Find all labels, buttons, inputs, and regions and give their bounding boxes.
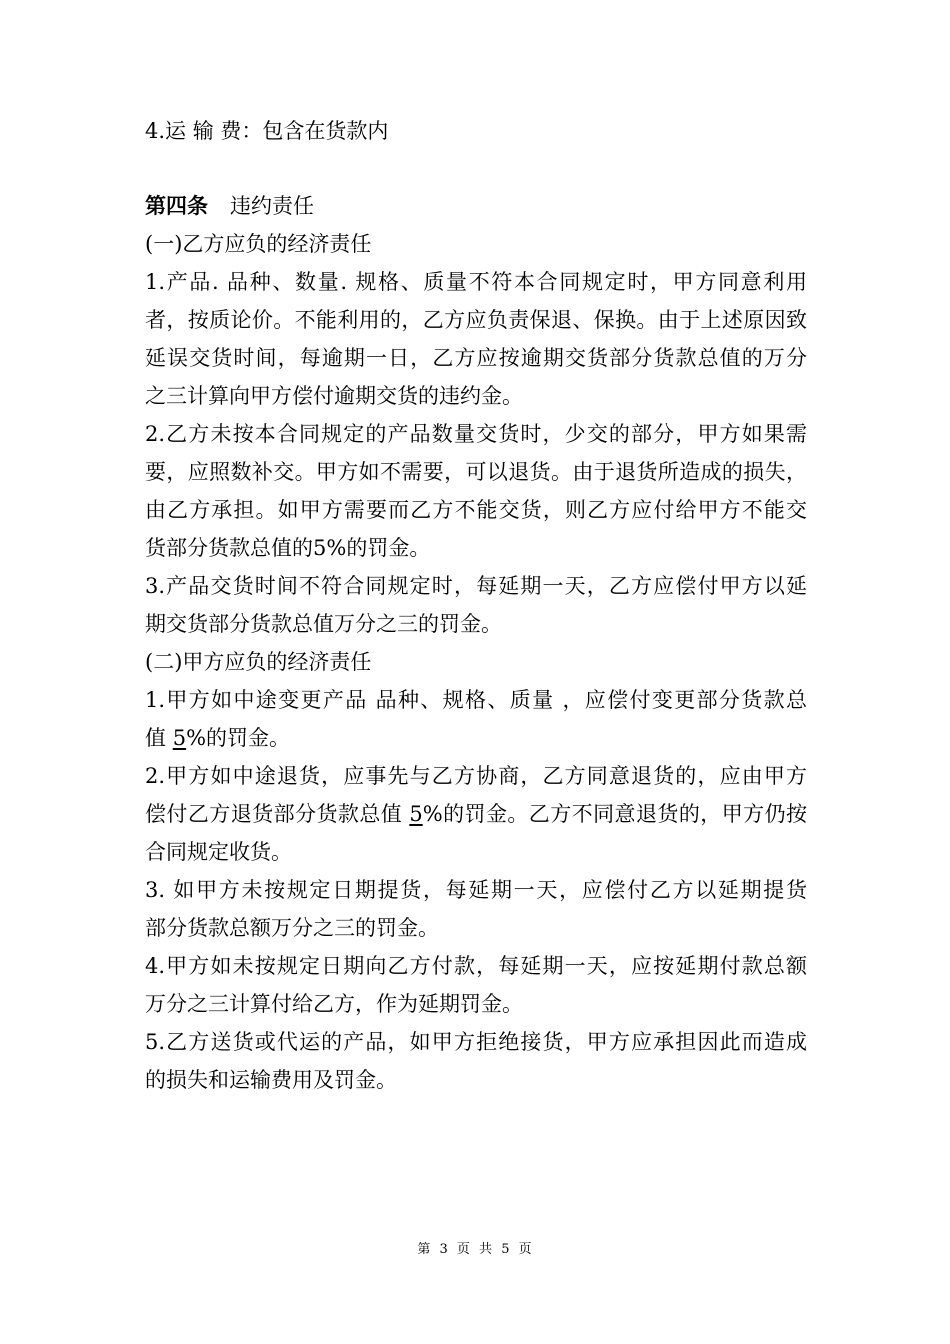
text-segment: %的罚金。乙方不同意退货的，甲方仍按 xyxy=(422,802,807,826)
text-segment: 偿付乙方退货部分货款总值 xyxy=(145,802,410,826)
section-title: 违约责任 xyxy=(230,194,314,218)
clause-paragraph xyxy=(145,947,807,1023)
transport-fee-item: 4.运 输 费：包含在货款内 xyxy=(145,119,389,143)
text-segment: 值 xyxy=(145,726,173,750)
text-line: 2.乙方未按本合同规定的产品数量交货时，少交的部分，甲方如果需 xyxy=(145,422,807,446)
clause-paragraph xyxy=(145,681,807,757)
text-line: 合同规定收货。 xyxy=(145,840,292,864)
text-segment: %的罚金。 xyxy=(186,726,291,750)
clause-paragraph xyxy=(145,1023,807,1099)
clause-paragraph xyxy=(145,225,807,263)
section-heading xyxy=(145,187,807,225)
text-line: 4.甲方如未按规定日期向乙方付款，每延期一天，应按延期付款总额 xyxy=(145,954,807,978)
text-line: 的损失和运输费用及罚金。 xyxy=(145,1068,397,1092)
text-line: 5.乙方送货或代运的产品，如甲方拒绝接货，甲方应承担因此而造成 xyxy=(145,1030,807,1054)
underlined-value: 5 xyxy=(172,726,187,750)
text-line: 要，应照数补交。甲方如不需要，可以退货。由于退货所造成的损失， xyxy=(145,460,807,484)
text-line: 之三计算向甲方偿付逾期交货的违约金。 xyxy=(145,384,523,408)
underlined-value: 5 xyxy=(409,802,423,826)
clause-paragraph xyxy=(145,263,807,415)
text-line: 3.产品交货时间不符合同规定时，每延期一天，乙方应偿付甲方以延 xyxy=(145,574,807,598)
clause-paragraph xyxy=(145,871,807,947)
text-line xyxy=(145,795,807,833)
clauses xyxy=(145,225,807,1099)
text-line: 延误交货时间，每逾期一日，乙方应按逾期交货部分货款总值的万分 xyxy=(145,346,807,370)
text-line xyxy=(145,719,807,757)
text-line: 1.甲方如中途变更产品 品种、规格、质量 ，应偿付变更部分货款总 xyxy=(145,688,807,712)
text-line: (一)乙方应负的经济责任 xyxy=(145,232,372,256)
text-line: 1.产品. 品种、数量. 规格、质量不符本合同规定时，甲方同意利用 xyxy=(145,270,807,294)
spacer xyxy=(145,150,807,187)
document-body xyxy=(145,112,807,1099)
text-line: (二)甲方应负的经济责任 xyxy=(145,650,372,674)
page-footer: 第 3 页 共 5 页 xyxy=(417,1242,533,1257)
text-line: 由乙方承担。如甲方需要而乙方不能交货，则乙方应付给甲方不能交 xyxy=(145,498,807,522)
text-line: 2.甲方如中途退货，应事先与乙方协商，乙方同意退货的，应由甲方 xyxy=(145,764,807,788)
section-label: 第四条 xyxy=(145,193,208,218)
text-line: 者，按质论价。不能利用的，乙方应负责保退、保换。由于上述原因致 xyxy=(145,308,807,332)
clause-paragraph xyxy=(145,643,807,681)
text-line: 万分之三计算付给乙方，作为延期罚金。 xyxy=(145,992,523,1016)
clause-paragraph xyxy=(145,757,807,871)
text-line: 货部分货款总值的5%的罚金。 xyxy=(145,536,431,560)
clause-paragraph xyxy=(145,415,807,567)
text-line: 部分货款总额万分之三的罚金。 xyxy=(145,916,439,940)
clause-paragraph xyxy=(145,567,807,643)
text-line: 3. 如甲方未按规定日期提货，每延期一天，应偿付乙方以延期提货 xyxy=(145,878,807,902)
text-line: 期交货部分货款总值万分之三的罚金。 xyxy=(145,612,502,636)
